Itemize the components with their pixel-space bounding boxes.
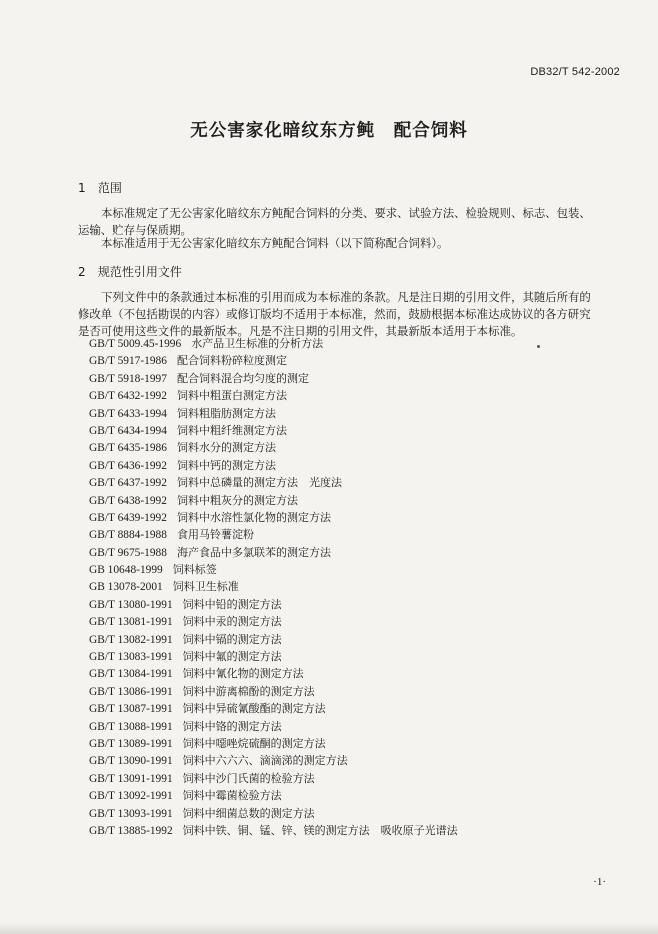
- section-1-paragraph-2: 本标准适用于无公害家化暗纹东方鲀配合饲料（以下简称配合饲料）。: [101, 236, 449, 250]
- reference-code: GB/T 13092-1991: [89, 790, 173, 803]
- reference-item: [89, 405, 458, 422]
- reference-item: [89, 387, 458, 404]
- reference-title: 饲料标签: [172, 563, 217, 577]
- reference-title: 饲料中镉的测定方法: [182, 632, 282, 646]
- reference-title: 饲料中铬的测定方法: [182, 719, 282, 733]
- section-1-heading: [78, 179, 122, 196]
- reference-item: [89, 457, 458, 474]
- reference-code: GB/T 6438-1992: [89, 494, 167, 507]
- reference-title: 饲料中水溶性氯化物的测定方法: [176, 510, 331, 524]
- reference-title: 饲料中噁唑烷硫酮的测定方法: [182, 736, 326, 750]
- reference-title: 饲料中异硫氰酸酯的测定方法: [182, 702, 326, 716]
- reference-title: 配合饲料混合均匀度的测定: [176, 371, 309, 385]
- section-1-paragraph-1: 本标准规定了无公害家化暗纹东方鲀配合饲料的分类、要求、试验方法、检验规则、标志、包装、运输、贮存与保质期。: [78, 206, 591, 237]
- section-2-paragraph-1: 下列文件中的条款通过本标准的引用而成为本标准的条款。凡是注日期的引用文件，其随后所有的修改单（不包括勘误的内容）或修订版均不适用于本标准，然而，鼓励根据本标准达成协议的各方研究是否可使用这些文件的最新版本。凡是不注日期的引用文件，其最新版本适用于本标准。: [78, 290, 591, 338]
- reference-title: 饲料中细菌总数的测定方法: [182, 806, 315, 820]
- reference-title: 饲料中总磷量的测定方法 光度法: [176, 476, 342, 490]
- reference-item: [89, 544, 458, 561]
- section-2-number: 2: [78, 265, 86, 279]
- reference-code: GB/T 13083-1991: [89, 651, 173, 664]
- scan-speck: [537, 345, 540, 348]
- reference-title: 饲料中游离棉酚的测定方法: [182, 684, 315, 698]
- reference-title: 饲料中氰化物的测定方法: [182, 667, 304, 681]
- reference-item: [89, 335, 458, 352]
- document-title: 无公害家化暗纹东方鲀 配合饲料: [190, 121, 468, 141]
- reference-item: [89, 787, 458, 804]
- reference-title: 饲料中粗灰分的测定方法: [176, 493, 298, 507]
- reference-code: GB/T 13081-1991: [89, 616, 173, 629]
- reference-title: 水产品卫生标准的分析方法: [191, 337, 324, 350]
- reference-title: 海产食品中多氯联苯的测定方法: [176, 545, 331, 559]
- section-2-heading: [78, 263, 182, 280]
- reference-code: GB/T 13080-1991: [89, 598, 173, 611]
- reference-code: GB/T 6432-1992: [89, 390, 167, 403]
- reference-item: [89, 596, 458, 613]
- reference-item: [89, 578, 458, 595]
- reference-code: GB/T 6439-1992: [89, 511, 167, 524]
- reference-title: 饲料中氟的测定方法: [182, 650, 282, 664]
- reference-title: 饲料卫生标准: [172, 580, 239, 594]
- reference-code: GB/T 5009.45-1996: [89, 338, 182, 350]
- reference-item: [89, 492, 458, 509]
- section-1-title: 范围: [97, 181, 122, 195]
- reference-item: [89, 822, 458, 839]
- standard-code: DB32/T 542-2002: [530, 66, 620, 78]
- reference-code: GB/T 13082-1991: [89, 633, 173, 646]
- section-1-number: 1: [78, 181, 86, 195]
- reference-item: [89, 509, 458, 526]
- reference-code: GB/T 6433-1994: [89, 407, 167, 420]
- reference-title: 配合饲料粉碎粒度测定: [176, 354, 287, 368]
- reference-item: [89, 752, 458, 769]
- reference-item: [89, 613, 458, 630]
- reference-code: GB/T 13090-1991: [89, 755, 173, 768]
- page-number: ·1·: [593, 876, 606, 888]
- reference-code: GB/T 13086-1991: [89, 685, 173, 698]
- reference-item: [89, 805, 458, 822]
- reference-title: 饲料中钙的测定方法: [176, 458, 276, 472]
- reference-item: [89, 370, 458, 387]
- reference-code: GB/T 13084-1991: [89, 668, 173, 681]
- reference-item: [89, 718, 458, 735]
- reference-title: 饲料粗脂肪测定方法: [176, 406, 276, 420]
- reference-code: GB/T 13091-1991: [89, 772, 173, 785]
- reference-title: 饲料中霉菌检验方法: [182, 789, 282, 803]
- reference-title: 饲料中粗纤维测定方法: [176, 423, 287, 437]
- reference-item: [89, 474, 458, 491]
- reference-code: GB/T 13093-1991: [89, 807, 173, 820]
- reference-title: 饲料中六六六、滴滴涕的测定方法: [182, 754, 348, 768]
- reference-list: [89, 335, 458, 839]
- reference-code: GB/T 13087-1991: [89, 703, 173, 716]
- reference-item: [89, 631, 458, 648]
- reference-title: 饲料中沙门氏菌的检验方法: [182, 771, 315, 785]
- reference-item: [89, 561, 458, 578]
- reference-code: GB 13078-2001: [89, 581, 163, 594]
- reference-item: [89, 648, 458, 665]
- reference-title: 饲料水分的测定方法: [176, 441, 276, 455]
- reference-item: [89, 439, 458, 456]
- scan-edge: [0, 922, 658, 934]
- reference-code: GB/T 6436-1992: [89, 459, 167, 472]
- reference-item: [89, 683, 458, 700]
- reference-item: [89, 700, 458, 717]
- reference-item: [89, 735, 458, 752]
- reference-title: 饲料中铁、铜、锰、锌、镁的测定方法 吸收原子光谱法: [182, 823, 458, 837]
- reference-code: GB/T 13089-1991: [89, 737, 173, 750]
- reference-code: GB/T 6435-1986: [89, 442, 167, 455]
- section-2-title: 规范性引用文件: [97, 265, 182, 279]
- reference-title: 饲料中铅的测定方法: [182, 597, 282, 611]
- reference-title: 饲料中汞的测定方法: [182, 615, 282, 629]
- reference-code: GB/T 5917-1986: [89, 355, 167, 368]
- reference-title: 饲料中粗蛋白测定方法: [176, 389, 287, 403]
- reference-item: [89, 665, 458, 682]
- reference-code: GB/T 13885-1992: [89, 824, 173, 837]
- reference-code: GB/T 8884-1988: [89, 529, 167, 542]
- reference-item: [89, 352, 458, 369]
- reference-item: [89, 422, 458, 439]
- reference-code: GB/T 6437-1992: [89, 477, 167, 490]
- reference-code: GB/T 13088-1991: [89, 720, 173, 733]
- reference-title: 食用马铃薯淀粉: [176, 528, 254, 542]
- reference-code: GB/T 6434-1994: [89, 424, 167, 437]
- reference-code: GB/T 9675-1988: [89, 546, 167, 559]
- reference-item: [89, 526, 458, 543]
- reference-item: [89, 770, 458, 787]
- reference-code: GB/T 5918-1997: [89, 372, 167, 385]
- reference-code: GB 10648-1999: [89, 564, 163, 577]
